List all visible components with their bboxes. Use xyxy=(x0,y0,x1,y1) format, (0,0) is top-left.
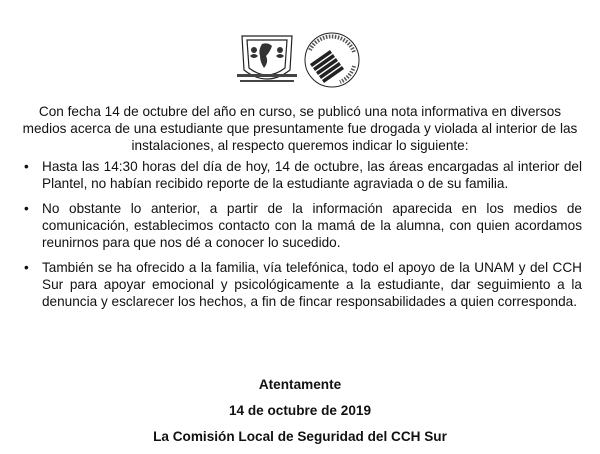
bullet-marker: • xyxy=(24,201,29,216)
header-logos xyxy=(0,30,600,90)
closing-date: 14 de octubre de 2019 xyxy=(228,403,372,418)
bullet-text: No obstante lo anterior, a partir de la información aparecida en los medios de comunicación, establecimos contacto con la mamá de la alumna, con quien acordamos reunirnos para que nos dé a conocer lo sucedido. xyxy=(42,201,582,250)
bullet-text: También se ha ofrecido a la familia, vía telefónica, todo el apoyo de la UNAM y del CCH Sur para apoyar emocional y psicológicamente a la estudiante, dar seguimiento a la denuncia y esclarecer los hechos, a fin de fincar responsabilidades a quien corresponda. xyxy=(42,260,582,309)
closing-salutation: Atentamente xyxy=(258,377,342,392)
bullet-list xyxy=(22,158,582,318)
intro-paragraph: Con fecha 14 de octubre del año en curso, se publicó una nota informativa en diversos medios acerca de una estudiante que presuntamente fue drogada y violada al interior de las instalaciones, al respecto queremos indicar lo siguiente: xyxy=(22,104,578,153)
closing-signatory: La Comisión Local de Seguridad del CCH Sur xyxy=(153,429,447,444)
bullet-item xyxy=(22,259,582,310)
cch-sur-logo-icon xyxy=(296,30,368,90)
bullet-item xyxy=(22,158,582,192)
bullet-marker: • xyxy=(24,159,29,174)
unam-escudo-icon xyxy=(232,30,302,90)
bullet-item xyxy=(22,200,582,251)
bullet-marker: • xyxy=(24,260,29,275)
bullet-text: Hasta las 14:30 horas del día de hoy, 14 de octubre, las áreas encargadas al interior del Plantel, no habían recibido reporte de la estudiante agraviada o de su familia. xyxy=(42,159,582,191)
